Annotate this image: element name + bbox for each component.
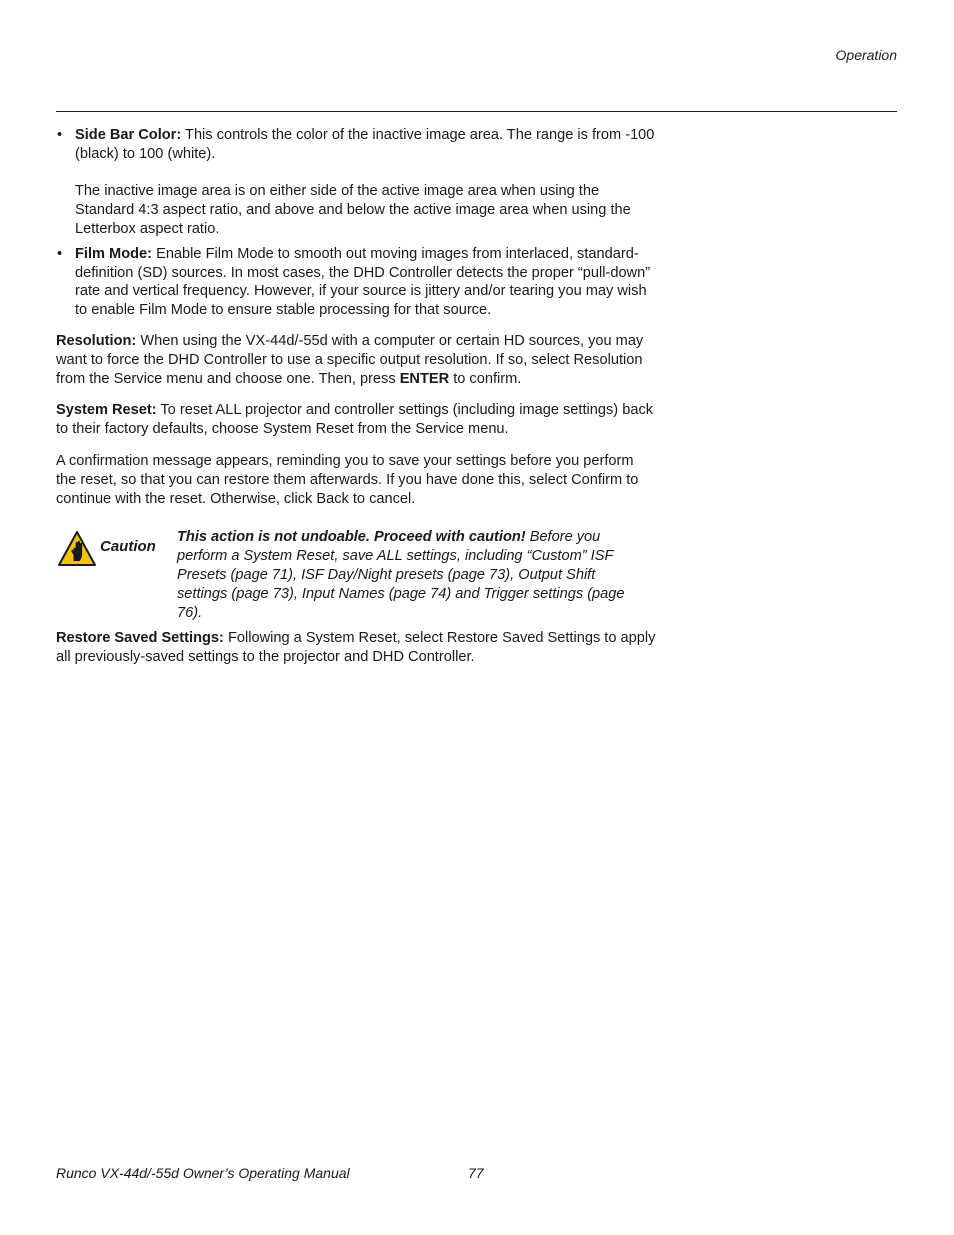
system-reset-paragraph (56, 401, 656, 439)
bullet-paragraph (75, 245, 656, 320)
caution-warning: This action is not undoable. Proceed with caution! (177, 529, 526, 546)
caution-text (177, 528, 647, 622)
restore-paragraph (56, 629, 656, 667)
term-system-reset: System Reset: (56, 402, 157, 419)
running-header: Operation (835, 47, 897, 63)
caution-label: Caution (100, 538, 156, 556)
system-reset-text: To reset ALL projector and controller settings (including image settings) back to their factory defaults, choose System Reset from the Service menu. (56, 402, 654, 438)
resolution-paragraph (56, 332, 656, 388)
enter-key-label: ENTER (399, 370, 450, 387)
term-side-bar-color: Side Bar Color: (75, 127, 182, 143)
restore-text: Following a System Reset, select Restore Saved Settings to apply all previously-saved settings to the projector and DHD Controller. (56, 630, 656, 666)
list-item-side-bar-color (56, 126, 656, 239)
caution-body: Before you perform a System Reset, save ALL settings, including “Custom” ISF Presets (page 71), ISF Day/Night presets (page 73), Output Shift settings (page 73), Input Names (page 74) and Trigger settings (page 76). (177, 529, 625, 621)
bullet-dot: • (57, 127, 63, 143)
side-bar-color-extra: The inactive image area is on either side of the active image area when using the Standard 4:3 aspect ratio, and above and below the active image area when using the Letterbox aspect ratio. (75, 183, 631, 237)
term-restore-saved-settings: Restore Saved Settings: (56, 630, 224, 647)
footer-page-number: 77 (468, 1165, 484, 1181)
resolution-text-1: When using the VX-44d/-55d with a computer or certain HD sources, you may want to force the DHD Controller to use a specific output resolution. If so, select Resolution from the Service menu and choose one. Then, press (56, 332, 644, 387)
side-bar-color-text: This controls the color of the inactive image area. The range is from -100 (black) to 100 (white). (75, 127, 655, 162)
confirmation-paragraph: A confirmation message appears, reminding you to save your settings before you perform the reset, so that you can restore them afterwards. If you have done this, select Confirm to continue with the reset. Otherwise, click Back to cancel. (56, 452, 639, 507)
header-rule (56, 111, 897, 112)
bullet-dot: • (57, 245, 63, 262)
term-film-mode: Film Mode: (75, 245, 153, 262)
footer-manual-title: Runco VX-44d/-55d Owner’s Operating Manual (56, 1165, 350, 1181)
term-resolution: Resolution: (56, 332, 137, 349)
resolution-text-2: to confirm. (449, 370, 522, 387)
bullet-paragraph (75, 126, 656, 164)
film-mode-text: Enable Film Mode to smooth out moving images from interlaced, standard-definition (SD) sources. In most cases, the DHD Controller detects the proper “pull-down” rate and vertical frequency. However, if your source is jittery and/or tearing you may wish to enable Film Mode to ensure stable processing for that source. (75, 245, 651, 319)
caution-box (56, 528, 656, 621)
page-body (56, 126, 656, 667)
list-item-film-mode (56, 245, 656, 320)
caution-hand-icon (58, 531, 96, 567)
